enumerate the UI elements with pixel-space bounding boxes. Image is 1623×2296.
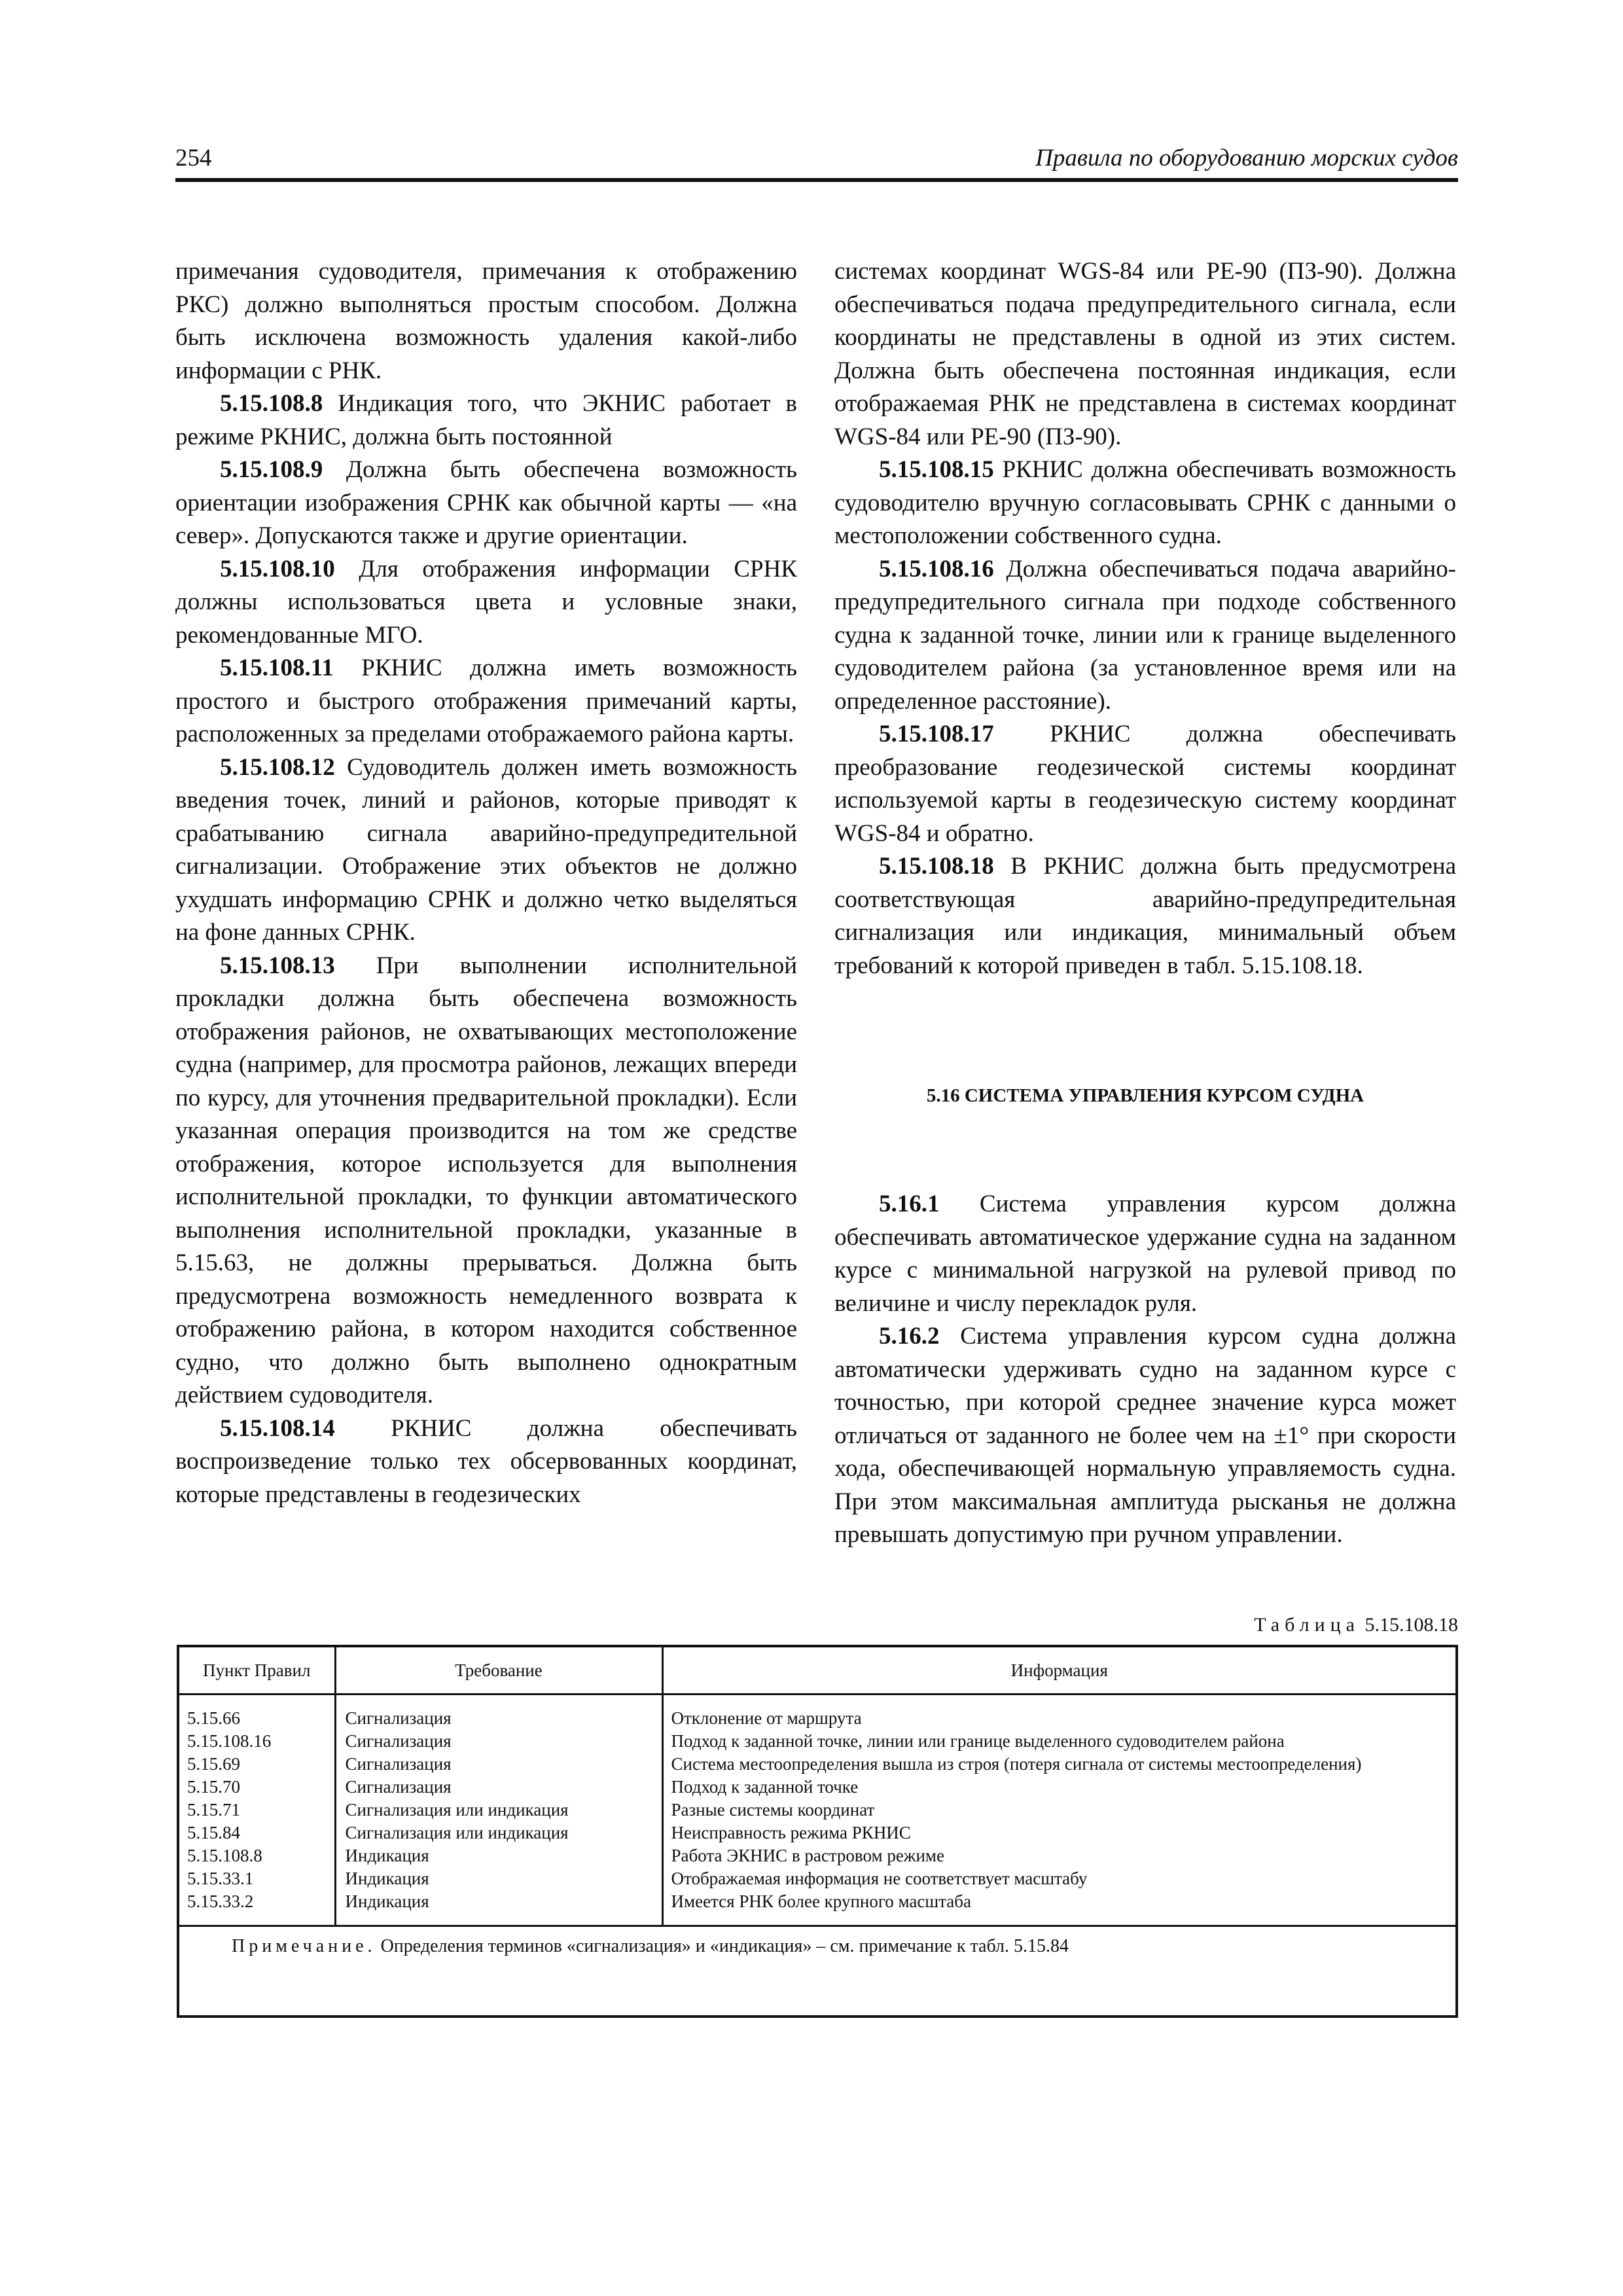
paragraph-text: Должна обеспечиваться подача аварийно-предупредительного сигнала при подходе собственного судна к заданной точке, линии или к границе выделенного судоводителем района (за установленное время или на определенное расстояние). — [834, 555, 1456, 715]
page-number: 254 — [175, 145, 212, 171]
paragraph-number: 5.15.108.16 — [879, 555, 994, 583]
paragraph-number: 5.15.108.10 — [220, 555, 335, 583]
paragraph-number: 5.15.108.17 — [879, 721, 994, 747]
table-row — [179, 1730, 1455, 1753]
table-note-text: Определения терминов «сигнализация» и «индикация» – см. примечание к табл. 5.15.84 — [380, 1936, 1069, 1956]
page-header — [175, 144, 1458, 177]
left-column — [175, 255, 797, 1511]
table-row — [179, 1867, 1455, 1890]
paragraph-text: Должна быть обеспечена возможность ориентации изображения СРНК как обычной карты — «на север». Допускаются также и другие ориентации. — [175, 456, 797, 549]
paragraph-text: В РКНИС должна быть предусмотрена соответствующая аварийно-предупредительная сигнализация или индикация, минимальный объем требований к которой приведен в табл. 5.15.108.18. — [834, 853, 1457, 979]
requirements-table — [177, 1645, 1458, 2018]
requirement-cell: Сигнализация — [335, 1695, 662, 1731]
table-row — [179, 1890, 1455, 1926]
information-cell: Система местоопределения вышла из строя (потеря сигнала от системы местоопределения) — [671, 1754, 1362, 1774]
section-title: 5.16 СИСТЕМА УПРАВЛЕНИЯ КУРСОМ СУДНА — [926, 1085, 1364, 1106]
paragraph — [175, 1412, 797, 1512]
paragraph — [834, 454, 1456, 553]
paragraph — [834, 850, 1456, 982]
rule-cell: 5.15.108.8 — [179, 1844, 335, 1867]
table-note — [179, 1926, 1455, 1960]
paragraph — [175, 454, 797, 553]
column-header: Требование — [335, 1647, 662, 1695]
information-cell: Подход к заданной точке, линии или границе выделенного судоводителем района — [671, 1731, 1285, 1751]
paragraph-number: 5.15.108.11 — [220, 655, 334, 681]
right-column — [834, 255, 1456, 982]
paragraph — [175, 652, 797, 751]
requirement-cell: Индикация — [335, 1890, 662, 1926]
table-row — [179, 1776, 1455, 1799]
paragraph — [175, 950, 797, 1412]
information-cell: Неисправность режима РКНИС — [671, 1823, 911, 1842]
information-cell: Отображаемая информация не соответствует масштабу — [671, 1869, 1088, 1888]
rule-cell: 5.15.70 — [179, 1776, 335, 1799]
paragraph-number: 5.15.108.9 — [220, 456, 323, 483]
paragraph — [834, 255, 1456, 454]
table-caption — [834, 1614, 1458, 1636]
header-rule — [175, 178, 1458, 182]
requirement-cell: Сигнализация — [335, 1776, 662, 1799]
paragraph-number: 5.15.108.14 — [220, 1414, 335, 1442]
paragraph-text: Система управления курсом должна обеспечивать автоматическое удержание судна на заданном курсе с минимальной нагрузкой на рулевой привод по величине и числу перекладок руля. — [834, 1191, 1457, 1317]
rule-cell: 5.15.71 — [179, 1799, 335, 1821]
table-row — [179, 1695, 1455, 1731]
paragraph-text: РКНИС должна обеспечивать преобразование геодезической системы координат используемой карты в геодезическую систему координат WGS-84 и обратно. — [834, 721, 1456, 847]
requirement-cell: Индикация — [335, 1867, 662, 1890]
paragraph-text: Судоводитель должен иметь возможность введения точек, линий и районов, которые приводят к срабатыванию сигнала аварийно-предупредительной сигнализации. Отображение этих объектов не должно ухудшать информацию СРНК и должно четко выделяться на фоне данных СРНК. — [175, 753, 798, 946]
rule-cell: 5.15.33.2 — [179, 1890, 335, 1926]
table-row — [179, 1821, 1455, 1844]
paragraph-text: РКНИС должна обеспечивать возможность судоводителю вручную согласовывать СРНК с данными о местоположении собственного судна. — [834, 456, 1456, 549]
rule-cell: 5.15.66 — [179, 1695, 335, 1731]
running-title: Правила по оборудованию морских судов — [1035, 145, 1458, 171]
rule-cell: 5.15.84 — [179, 1821, 335, 1844]
paragraph-text: РКНИС должна обеспечивать воспроизведение только тех обсервованных координат, которые представлены в геодезических — [175, 1414, 797, 1508]
paragraph — [834, 1188, 1456, 1320]
section-body — [834, 1188, 1456, 1552]
table-note-label: Примечание. — [232, 1936, 376, 1956]
paragraph — [834, 553, 1456, 719]
paragraph-text: примечания судоводителя, примечания к отображению РКС) должно выполняться простым способом. Должна быть исключена возможность удаления какой-либо информации с РНК. — [175, 258, 797, 384]
table-row — [179, 1753, 1455, 1776]
paragraph — [834, 718, 1456, 850]
paragraph-text: Для отображения информации СРНК должны использоваться цвета и условные знаки, рекомендованные МГО. — [175, 555, 797, 649]
rule-cell: 5.15.33.1 — [179, 1867, 335, 1890]
paragraph-number: 5.15.108.13 — [220, 952, 335, 979]
rule-cell: 5.15.69 — [179, 1753, 335, 1776]
information-cell: Подход к заданной точке — [671, 1777, 859, 1797]
column-header: Пункт Правил — [179, 1647, 335, 1695]
paragraph-number: 5.15.108.8 — [220, 390, 323, 417]
paragraph — [175, 751, 797, 950]
paragraph-number: 5.15.108.15 — [879, 456, 994, 483]
requirement-cell: Сигнализация — [335, 1730, 662, 1753]
requirement-cell: Сигнализация или индикация — [335, 1821, 662, 1844]
column-header: Информация — [662, 1647, 1455, 1695]
paragraph-number: 5.15.108.12 — [220, 753, 335, 781]
table-header-row — [179, 1647, 1455, 1695]
paragraph-number: 5.16.2 — [879, 1323, 940, 1350]
table-caption-label: Таблица — [1254, 1614, 1360, 1636]
requirement-cell: Сигнализация или индикация — [335, 1799, 662, 1821]
table-caption-number: 5.15.108.18 — [1364, 1614, 1458, 1636]
paragraph — [175, 387, 797, 454]
table-row — [179, 1844, 1455, 1867]
paragraph-text: РКНИС должна иметь возможность простого и быстрого отображения примечаний карты, расположенных за пределами отображаемого района карты. — [175, 655, 798, 747]
information-cell: Имеется РНК более крупного масштаба — [671, 1892, 971, 1911]
paragraph-number: 5.15.108.18 — [879, 853, 994, 880]
paragraph — [175, 255, 797, 387]
paragraph-text: При выполнении исполнительной прокладки должна быть обеспечена возможность отображения районов, не охватывающих местоположение судна (например, для просмотра районов, лежащих впереди по курсу, для уточнения предварительной прокладки). Если указанная операция производится на том же средстве отображения, которое используется для выполнения исполнительной прокладки, то функции автоматического выполнения исполнительной прокладки, указанные в 5.15.63, не должны прерываться. Должна быть предусмотрена возможность немедленного возврата к отображению района, в котором находится собственное судно, что должно быть выполнено однократным действием судоводителя. — [175, 952, 797, 1408]
requirement-cell: Индикация — [335, 1844, 662, 1867]
information-cell: Разные системы координат — [671, 1800, 875, 1820]
table-row — [179, 1799, 1455, 1821]
information-cell: Отклонение от маршрута — [671, 1708, 862, 1728]
paragraph-number: 5.16.1 — [879, 1191, 940, 1217]
information-cell: Работа ЭКНИС в растровом режиме — [671, 1846, 944, 1865]
rule-cell: 5.15.108.16 — [179, 1730, 335, 1753]
paragraph — [834, 1320, 1456, 1552]
paragraph-text: Индикация того, что ЭКНИС работает в режиме РКНИС, должна быть постоянной — [175, 390, 798, 450]
paragraph-text: Система управления курсом судна должна автоматически удерживать судно на заданном курсе с точностью, при которой среднее значение курса может отличаться от заданного не более чем на ±1° при скорости хода, обеспечивающей нормальную управляемость судна. При этом максимальная амплитуда рысканья не должна превышать допустимую при ручном управлении. — [834, 1323, 1457, 1548]
paragraph-text: системах координат WGS-84 или PE-90 (ПЗ-90). Должна обеспечиваться подача предупредительного сигнала, если координаты не представлены в одной из этих систем. Должна быть обеспечена постоянная индикация, если отображаемая РНК не представлена в системах координат WGS-84 или PE-90 (ПЗ-90). — [834, 258, 1456, 450]
requirement-cell: Сигнализация — [335, 1753, 662, 1776]
paragraph — [175, 553, 797, 653]
